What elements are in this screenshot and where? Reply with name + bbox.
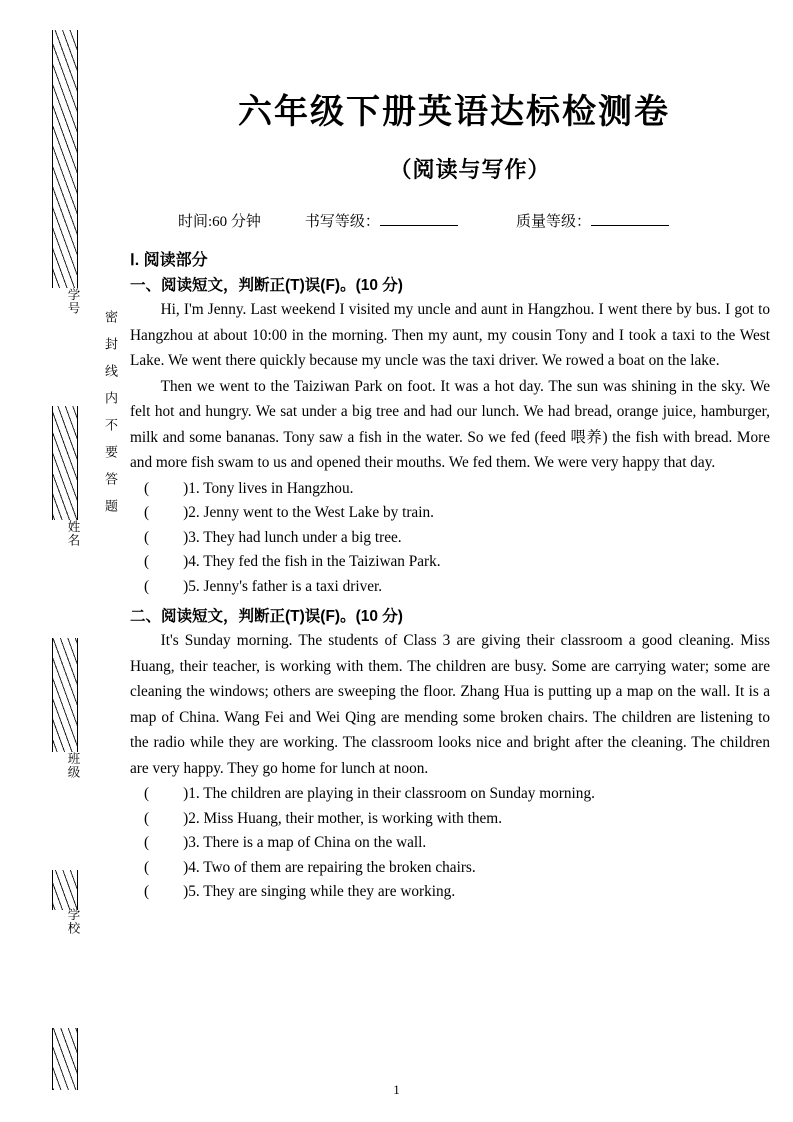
list-item[interactable]: ( )1. Tony lives in Hangzhou.	[144, 479, 354, 497]
margin-label-school: 学校	[66, 908, 80, 935]
list-item[interactable]: ( )1. The children are playing in their classroom on Sunday morning.	[144, 785, 595, 802]
exercise-2-question-list	[130, 782, 770, 905]
quality-grade-label: 质量等级：	[515, 214, 591, 230]
list-item[interactable]: ( )4. They fed the fish in the Taiziwan Park.	[144, 553, 441, 570]
writing-grade-field	[305, 210, 458, 231]
list-item[interactable]: ( )4. Two of them are repairing the broken chairs.	[144, 858, 476, 876]
meta-row	[130, 210, 770, 231]
margin-label-class: 班级	[66, 752, 80, 779]
page-title: 六年级下册英语达标检测卷	[238, 93, 670, 131]
margin-label-name: 姓名	[66, 520, 80, 547]
page-number: 1	[393, 1082, 400, 1097]
writing-grade-blank[interactable]	[380, 211, 458, 226]
exercise-1-question-2: 2. Jenny went to the West Lake by train.	[188, 504, 434, 521]
list-item[interactable]: ( )3. They had lunch under a big tree.	[144, 528, 402, 546]
document-body	[130, 62, 770, 905]
exercise-2-question-4: 4. Two of them are repairing the broken chairs.	[188, 858, 476, 876]
exercise-2-question-3: 3. There is a map of China on the wall.	[188, 834, 427, 851]
list-item[interactable]: ( )5. Jenny's father is a taxi driver.	[144, 577, 383, 595]
exercise-1-question-5: 5. Jenny's father is a taxi driver.	[188, 577, 383, 595]
exercise-1-paragraph-2: Then we went to the Taiziwan Park on foot. It was a hot day. The sun was shining in the sky. We felt hot and hungry. We sat under a big tree and had our lunch. We had bread, orange juice, hamburger, milk and some bananas. Tony saw a fish in the water. So we fed (feed 喂养) the fish with bread. More and more fish swam to us and opened their mouths. We fed them. We were very happy that day.	[130, 377, 770, 471]
page-subtitle: （阅读与写作）	[389, 157, 551, 182]
exercise-1-question-list	[130, 477, 770, 600]
time-label: 时间:60 分钟	[178, 214, 261, 230]
exercise-2-question-5: 5. They are singing while they are working.	[188, 883, 456, 900]
quality-grade-field	[516, 210, 669, 231]
writing-grade-label: 书写等级：	[304, 214, 380, 230]
seal-line-text: 密封线内不要答题	[103, 310, 118, 526]
exercise-1-question-3: 3. They had lunch under a big tree.	[188, 528, 402, 546]
list-item[interactable]: ( )5. They are singing while they are working.	[144, 883, 456, 900]
list-item[interactable]: ( )2. Jenny went to the West Lake by train.	[144, 504, 434, 521]
exercise-2-question-2: 2. Miss Huang, their mother, is working with them.	[188, 809, 503, 827]
exercise-1-heading: 一、阅读短文，判断正(T)误(F)。(10 分)	[130, 277, 403, 294]
exercise-1-question-4: 4. They fed the fish in the Taiziwan Park.	[188, 553, 441, 570]
quality-grade-blank[interactable]	[591, 211, 669, 226]
exercise-2-heading: 二、阅读短文，判断正(T)误(F)。(10 分)	[130, 608, 403, 625]
exercise-1-paragraph-1: Hi, I'm Jenny. Last weekend I visited my uncle and aunt in Hangzhou. I went there by bus. I got to Hangzhou at about 10:00 in the morning. Then my aunt, my cousin Tony and I took a taxi to the West Lake. We went there quickly because my uncle was the taxi driver. We rowed a boat on the lake.	[130, 301, 770, 369]
margin-label-student-id: 学号	[66, 288, 80, 315]
list-item[interactable]: ( )3. There is a map of China on the wall.	[144, 834, 427, 851]
exercise-1-question-1: 1. Tony lives in Hangzhou.	[188, 479, 354, 497]
exercise-2-question-1: 1. The children are playing in their classroom on Sunday morning.	[188, 785, 595, 802]
exercise-2-paragraph-1: It's Sunday morning. The students of Class 3 are giving their classroom a good cleaning. Miss Huang, their teacher, is working with them. The children are busy. Some are carrying water; some are cleaning the windows; others are sweeping the floor. Zhang Hua is putting up a map on the wall. It is a map of China. Wang Fei and Wei Qing are mending some broken chairs. The children are listening to the radio while they are working. The classroom looks nice and bright after the cleaning. The children are very happy. They go home for lunch at noon.	[130, 632, 770, 777]
section-reading-heading: Ⅰ. 阅读部分	[130, 252, 208, 269]
list-item[interactable]: ( )2. Miss Huang, their mother, is working with them.	[144, 809, 503, 827]
